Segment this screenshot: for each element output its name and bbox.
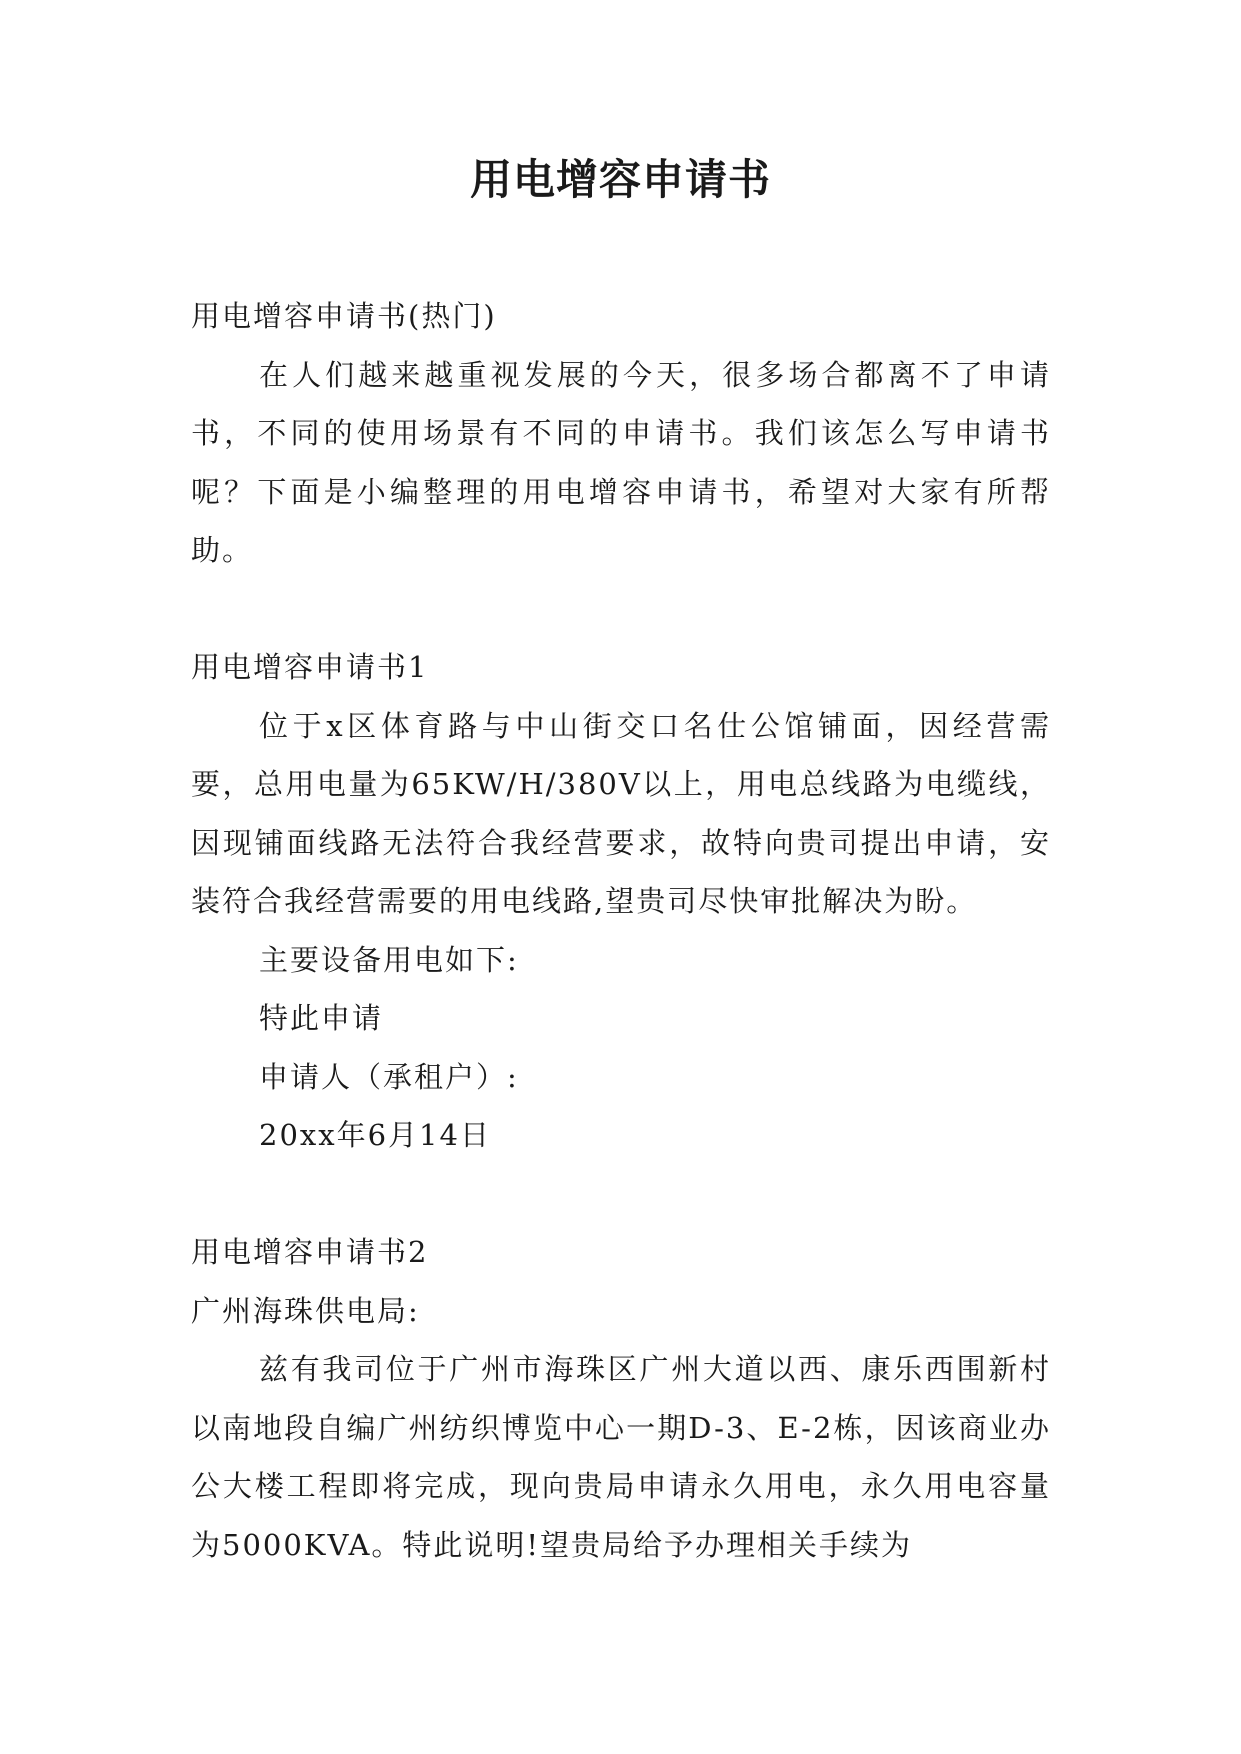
intro-paragraph: 在人们越来越重视发展的今天，很多场合都离不了申请书，不同的使用场景有不同的申请书。我们该怎么写申请书呢？下面是小编整理的用电增容申请书，希望对大家有所帮助。	[191, 357, 1051, 567]
section2-addressee: 广州海珠供电局:	[191, 1293, 420, 1328]
equipment-line: 主要设备用电如下:	[259, 942, 519, 977]
date-line: 20xx年6月14日	[259, 1118, 491, 1152]
section1-heading: 用电增容申请书1	[191, 650, 429, 684]
section2-heading: 用电增容申请书2	[191, 1235, 429, 1269]
document-body	[191, 287, 1051, 1574]
section1-paragraph: 位于x区体育路与中山街交口名仕公馆铺面，因经营需要，总用电量为65KW/H/380V以上，用电总线路为电缆线，因现铺面线路无法符合我经营要求，故特向贵司提出申请，安装符合我经营需要的用电线路,望贵司尽快审批解决为盼。	[191, 708, 1051, 918]
intro-heading: 用电增容申请书(热门)	[191, 299, 497, 333]
section2-paragraph: 兹有我司位于广州市海珠区广州大道以西、康乐西围新村以南地段自编广州纺织博览中心一期D-3、E-2栋，因该商业办公大楼工程即将完成，现向贵局申请永久用电，永久用电容量为5000KVA。特此说明!望贵局给予办理相关手续为	[191, 1352, 1051, 1562]
section-spacer	[191, 1165, 1051, 1224]
applicant-line: 申请人（承租户）:	[259, 1059, 519, 1094]
document-title: 用电增容申请书	[469, 155, 771, 204]
section-spacer	[191, 580, 1051, 639]
closing-line: 特此申请	[259, 1001, 384, 1035]
